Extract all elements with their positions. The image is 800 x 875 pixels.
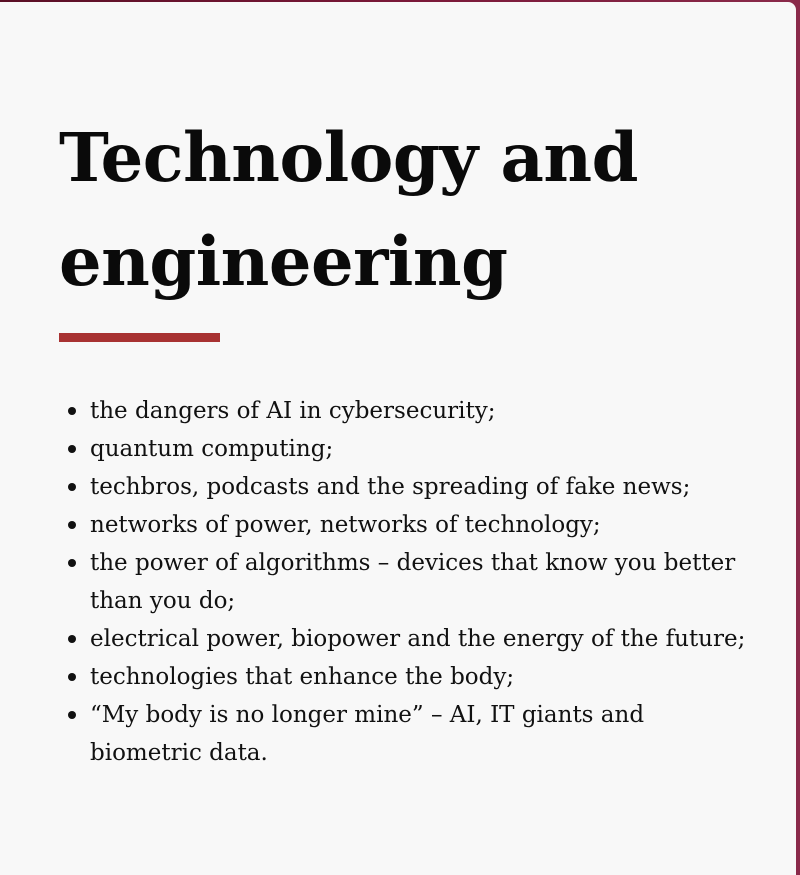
content-card bbox=[0, 2, 796, 875]
list-item: “My body is no longer mine” – AI, IT giants and biometric data. bbox=[90, 696, 750, 772]
list-item: electrical power, biopower and the energy of the future; bbox=[90, 620, 750, 658]
list-item: networks of power, networks of technology; bbox=[90, 506, 750, 544]
list-item: technologies that enhance the body; bbox=[90, 658, 750, 696]
accent-divider bbox=[59, 333, 220, 342]
list-item: the dangers of AI in cybersecurity; bbox=[90, 392, 750, 430]
list-item: techbros, podcasts and the spreading of fake news; bbox=[90, 468, 750, 506]
topics-list bbox=[90, 392, 750, 772]
page-title: Technology and engineering bbox=[59, 118, 638, 301]
list-item: the power of algorithms – devices that know you better than you do; bbox=[90, 544, 750, 620]
list-item: quantum computing; bbox=[90, 430, 750, 468]
